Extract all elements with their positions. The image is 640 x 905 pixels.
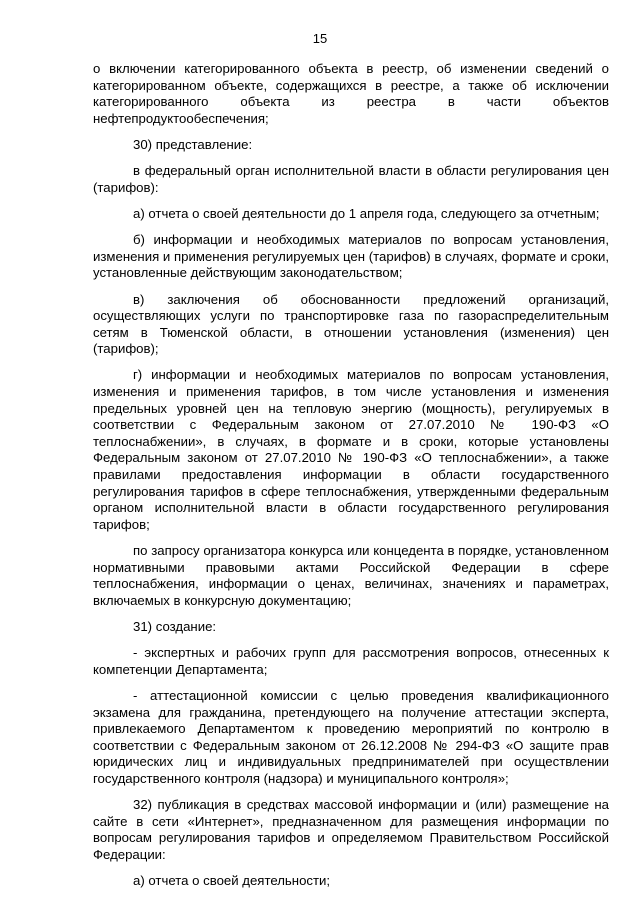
paragraph: по запросу организатора конкурса или концедента в порядке, установленном нормативными правовыми актами Российской Федерации в сфере теплоснабжения, информации о ценах, величинах, значениях и параметрах, включаемых в конкурсную документацию; (93, 543, 609, 608)
paragraph: в) заключения об обоснованности предложений организаций, осуществляющих услуги по транспортировке газа по газораспределительным сетям в Тюменской области, в отношении установления (изменения) цен (тарифов); (93, 291, 609, 357)
paragraph: г) информации и необходимых материалов по вопросам установления, изменения и применения тарифов, в том числе установления и изменения предельных уровней цен на тепловую энергию (мощность), регулируемых в соответствии с Федеральным законом от 27.07.2010 № 190-ФЗ «О теплоснабжении», в случаях, в формате и в сроки, которые установлены Федеральным законом от 27.07.2010 № 190-ФЗ «О теплоснабжении», а также правилами предоставления информации в области государственного регулирования тарифов в сфере теплоснабжения, утвержденными федеральным органом исполнительной власти в области государственного регулирования тарифов; (93, 367, 609, 532)
paragraph: 31) создание: (133, 618, 217, 634)
paragraph: 30) представление: (133, 136, 253, 152)
paragraph: а) отчета о своей деятельности; (133, 873, 331, 889)
paragraph: в федеральный орган исполнительной власти в области регулирования цен (тарифов): (93, 163, 609, 195)
paragraph: 32) публикация в средствах массовой информации и (или) размещение на сайте в сети «Интернет», предназначенном для размещения информации по вопросам регулирования тарифов и определяемом Правительством Российской Федерации: (93, 797, 609, 862)
paragraph: б) информации и необходимых материалов по вопросам установления, изменения и применения регулируемых цен (тарифов) в случаях, формате и сроки, установленные действующим законодательством; (93, 232, 609, 281)
paragraph: - аттестационной комиссии с целью проведения квалификационного экзамена для гражданина, претендующего на получение аттестации эксперта, привлекаемого Департаментом к проведению мероприятий по контролю в соответствии с Федеральным законом от 26.12.2008 № 294-ФЗ «О защите прав юридических лиц и индивидуальных предпринимателей при осуществлении государственного контроля (надзора) и муниципального контроля»; (93, 687, 609, 786)
paragraph: о включении категорированного объекта в реестр, об изменении сведений о категорированном объекте, содержащихся в реестре, а также об исключении категорированного объекта из реестра в части объектов нефтепродуктообеспечения; (93, 61, 609, 126)
paragraph: - экспертных и рабочих групп для рассмотрения вопросов, отнесенных к компетенции Департамента; (93, 645, 609, 677)
document-body (93, 61, 609, 899)
page-number: 15 (312, 31, 328, 46)
paragraph: а) отчета о своей деятельности до 1 апреля года, следующего за отчетным; (133, 205, 600, 221)
